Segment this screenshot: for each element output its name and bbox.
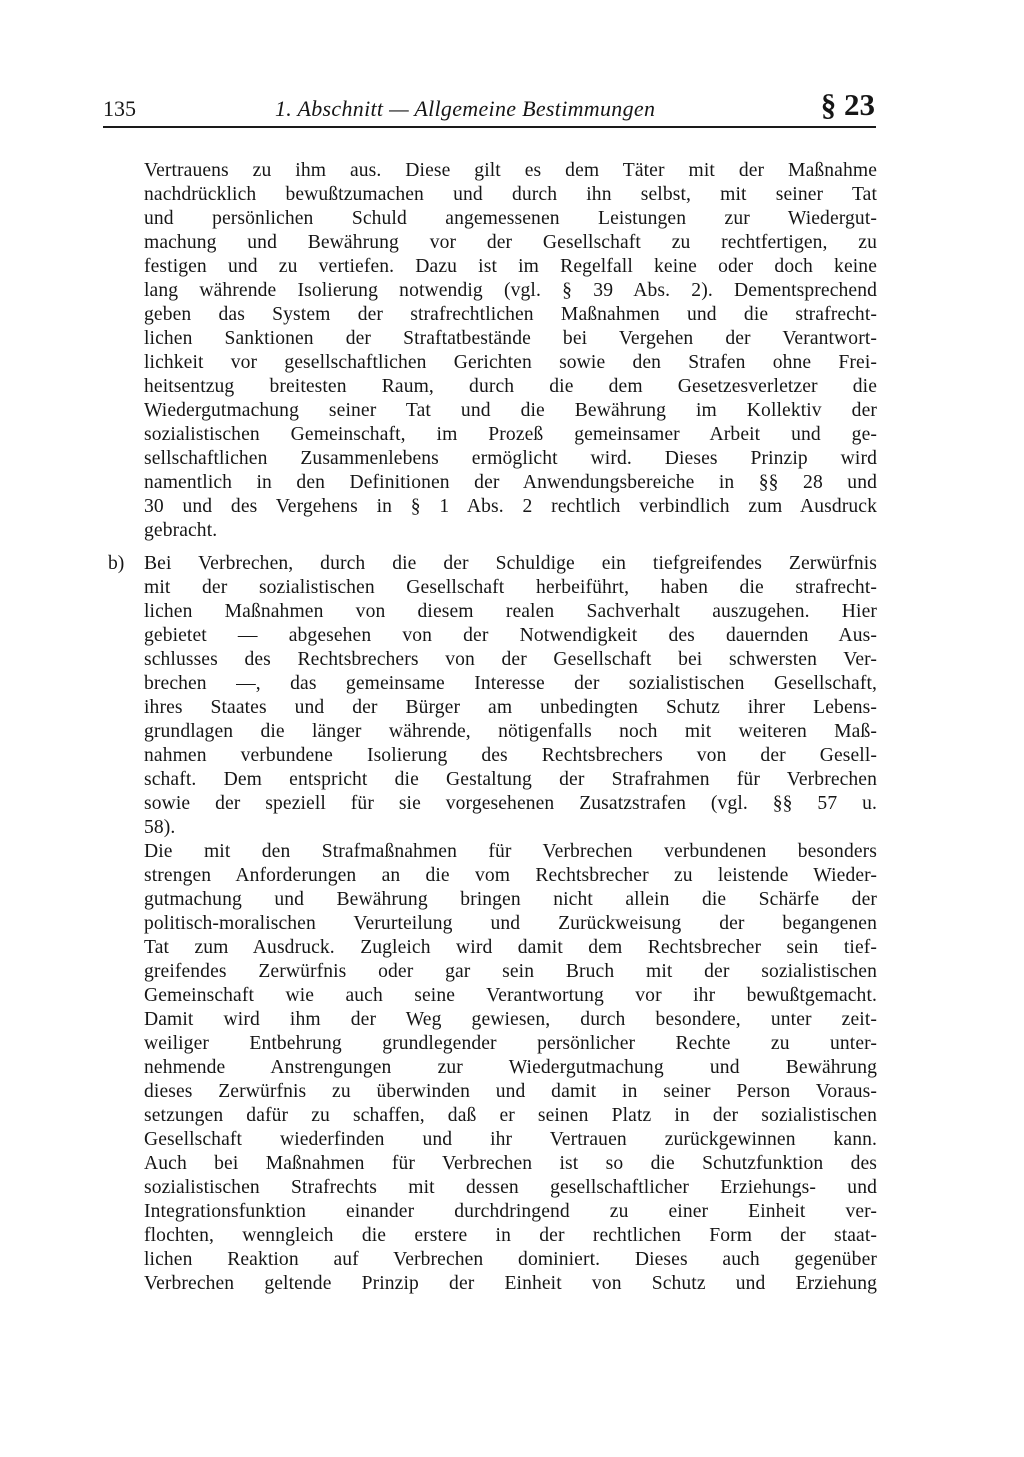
text-line: setzungen dafür zu schaffen, daß er seinen Platz in der sozialistischen [144, 1105, 877, 1126]
text-line: Gesellschaft wiederfinden und ihr Vertrauen zurückgewinnen kann. [144, 1129, 877, 1150]
text-line: gebietet — abgesehen von der Notwendigkeit des dauernden Aus- [144, 625, 877, 646]
text-line: Die mit den Strafmaßnahmen für Verbrechen verbundenen besonders [144, 841, 877, 862]
header-rule [103, 126, 876, 128]
text-line: schaft. Dem entspricht die Gestaltung der Strafrahmen für Verbrechen [144, 769, 877, 790]
text-line: lichen Sanktionen der Straftatbestände bei Vergehen der Verantwort- [144, 328, 877, 349]
text-line: machung und Bewährung vor der Gesellschaft zu rechtfertigen, zu [144, 232, 877, 253]
running-title: 1. Abschnitt — Allgemeine Bestimmungen [275, 96, 656, 121]
text-line: 58). [144, 817, 176, 838]
paragraph-continued [144, 159, 877, 543]
text-line: ihres Staates und der Bürger am unbedingten Schutz ihrer Lebens- [144, 697, 877, 718]
text-line: brechen —, das gemeinsame Interesse der sozialistischen Gesellschaft, [144, 673, 877, 694]
text-line: festigen und zu vertiefen. Dazu ist im Regelfall keine oder doch keine [144, 256, 877, 277]
text-line: lichkeit vor gesellschaftlichen Gerichten sowie den Strafen ohne Frei- [144, 352, 877, 373]
text-line: mit der sozialistischen Gesellschaft herbeiführt, haben die strafrecht- [144, 577, 877, 598]
text-line: und persönlichen Schuld angemessenen Leistungen zur Wiedergut- [144, 208, 877, 229]
list-marker-b: b) [108, 553, 125, 574]
text-line: geben das System der strafrechtlichen Maßnahmen und die strafrecht- [144, 304, 877, 325]
text-line: namentlich in den Definitionen der Anwendungsbereiche in §§ 28 und [144, 472, 877, 493]
text-line: strengen Anforderungen an die vom Rechtsbrecher zu leistende Wieder- [144, 865, 877, 886]
text-line: lang währende Isolierung notwendig (vgl. § 39 Abs. 2). Dementsprechend [144, 280, 877, 301]
text-line: Bei Verbrechen, durch die der Schuldige ein tiefgreifendes Zerwürfnis [144, 553, 877, 574]
list-item-b [144, 552, 877, 840]
text-line: Vertrauens zu ihm aus. Diese gilt es dem Täter mit der Maßnahme [144, 160, 877, 181]
page-header [103, 86, 875, 126]
text-line: nehmende Anstrengungen zur Wiedergutmachung und Bewährung [144, 1057, 877, 1078]
text-line: Tat zum Ausdruck. Zugleich wird damit dem Rechtsbrecher sein tief- [144, 937, 877, 958]
text-line: greifendes Zerwürfnis oder gar sein Bruch mit der sozialistischen [144, 961, 877, 982]
text-line: lichen Maßnahmen von diesem realen Sachverhalt auszugehen. Hier [144, 601, 877, 622]
text-line: Verbrechen geltende Prinzip der Einheit von Schutz und Erziehung [144, 1273, 877, 1294]
text-line: Gemeinschaft wie auch seine Verantwortung vor ihr bewußtgemacht. [144, 985, 877, 1006]
text-line: grundlagen die länger währende, nötigenfalls noch mit weiteren Maß- [144, 721, 877, 742]
text-line: politisch-moralischen Verurteilung und Zurückweisung der begangenen [144, 913, 877, 934]
text-line: gutmachung und Bewährung bringen nicht allein die Schärfe der [144, 889, 877, 910]
text-line: 30 und des Vergehens in § 1 Abs. 2 rechtlich verbindlich zum Ausdruck [144, 496, 877, 517]
text-line: sowie der speziell für sie vorgesehenen Zusatzstrafen (vgl. §§ 57 u. [144, 793, 877, 814]
text-line: flochten, wenngleich die erstere in der rechtlichen Form der staat- [144, 1225, 877, 1246]
text-line: nahmen verbundene Isolierung des Rechtsbrechers von der Gesell- [144, 745, 877, 766]
paragraph [144, 840, 877, 1296]
text-line: gebracht. [144, 520, 218, 541]
text-line: sozialistischen Strafrechts mit dessen gesellschaftlicher Erziehungs- und [144, 1177, 877, 1198]
text-line: dieses Zerwürfnis zu überwinden und damit in seiner Person Voraus- [144, 1081, 877, 1102]
text-line: sellschaftlichen Zusammenlebens ermöglicht wird. Dieses Prinzip wird [144, 448, 877, 469]
text-line: schlusses des Rechtsbrechers von der Gesellschaft bei schwersten Ver- [144, 649, 877, 670]
text-line: Damit wird ihm der Weg gewiesen, durch besondere, unter zeit- [144, 1009, 877, 1030]
text-line: Auch bei Maßnahmen für Verbrechen ist so die Schutzfunktion des [144, 1153, 877, 1174]
text-line: nachdrücklich bewußtzumachen und durch ihn selbst, mit seiner Tat [144, 184, 877, 205]
section-mark: § 23 [820, 87, 875, 122]
text-line: weiliger Entbehrung grundlegender persönlicher Rechte zu unter- [144, 1033, 877, 1054]
text-line: Integrationsfunktion einander durchdringend zu einer Einheit ver- [144, 1201, 877, 1222]
text-line: heitsentzug breitesten Raum, durch die dem Gesetzesverletzer die [144, 376, 877, 397]
text-line: lichen Reaktion auf Verbrechen dominiert. Dieses auch gegenüber [144, 1249, 877, 1270]
page-number: 135 [103, 96, 136, 121]
text-line: Wiedergutmachung seiner Tat und die Bewährung im Kollektiv der [144, 400, 877, 421]
text-line: sozialistischen Gemeinschaft, im Prozeß gemeinsamer Arbeit und ge- [144, 424, 877, 445]
